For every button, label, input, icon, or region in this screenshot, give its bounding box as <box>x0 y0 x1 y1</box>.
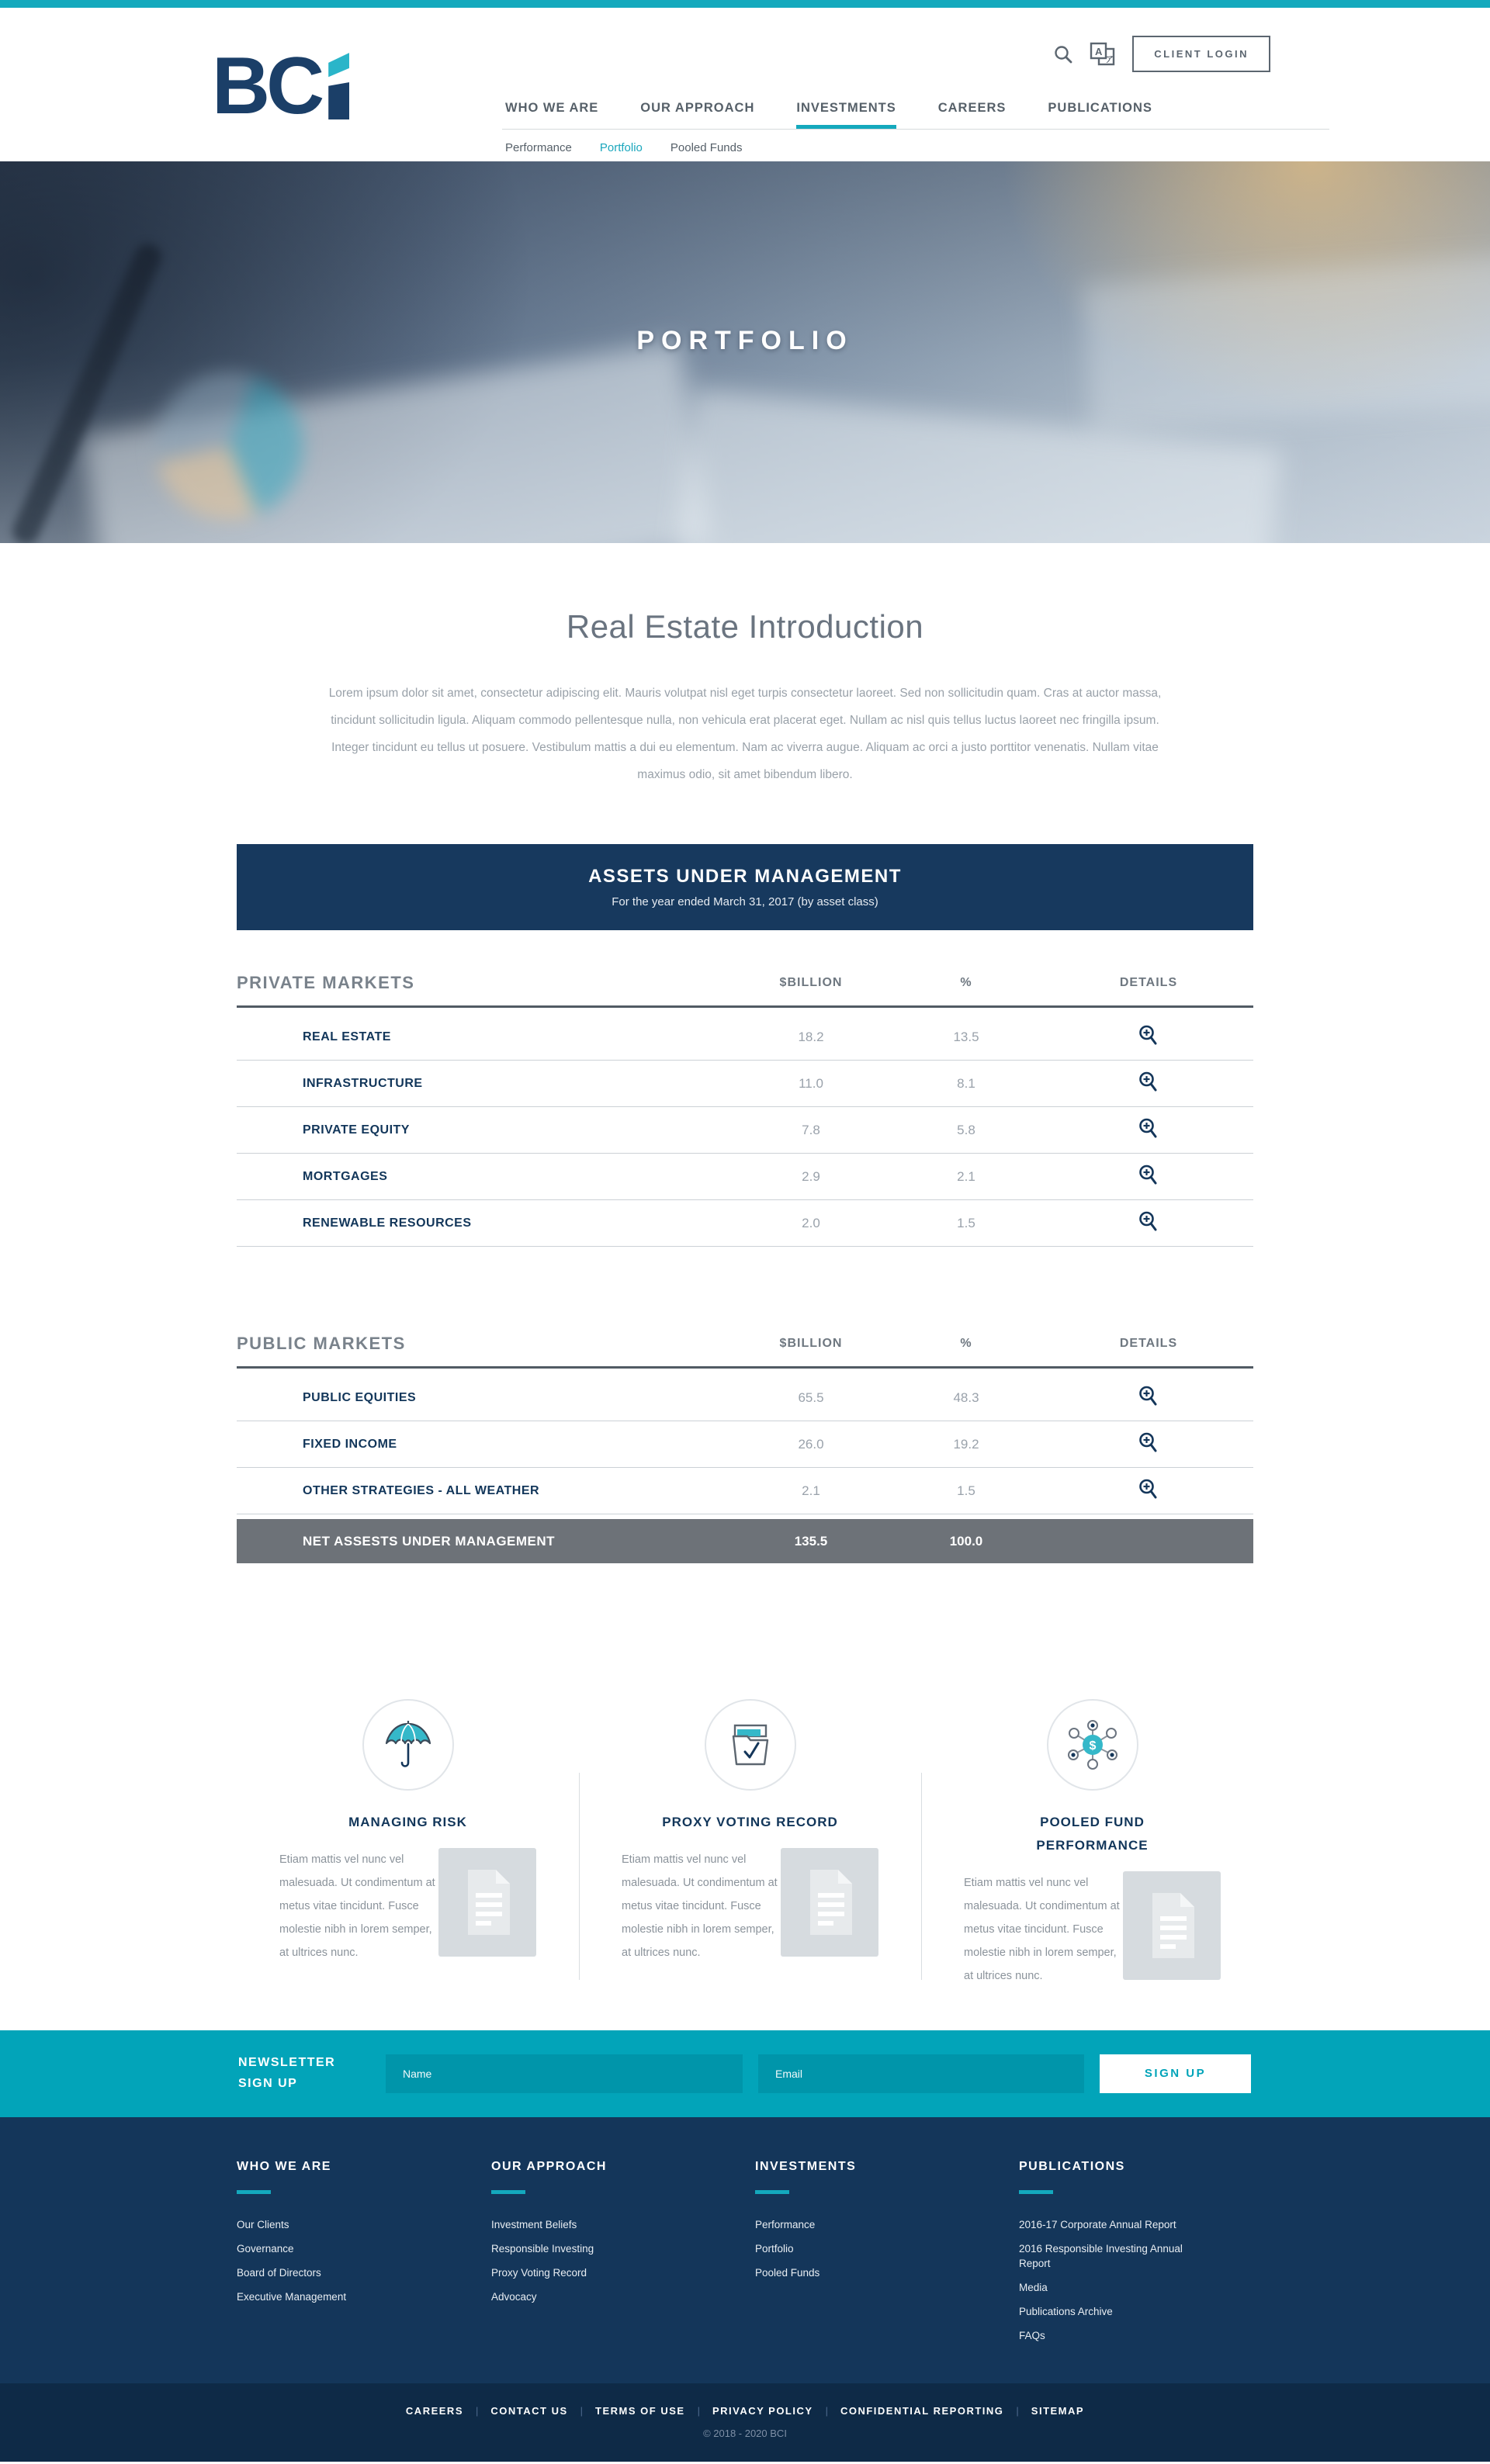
public-markets-table <box>237 1320 1253 1563</box>
footer-link[interactable]: Performance <box>755 2218 816 2230</box>
nav-careers[interactable]: CAREERS <box>937 101 1007 115</box>
svg-text:ア: ア <box>1105 54 1114 64</box>
main-nav <box>505 101 1152 128</box>
net-assets-total-row: NET ASSESTS UNDER MANAGEMENT 135.5 100.0 <box>237 1519 1253 1563</box>
document-thumbnail-icon[interactable] <box>781 1848 878 1960</box>
client-login-button[interactable]: CLIENT LOGIN <box>1132 36 1270 72</box>
bottom-link-confidential-reporting[interactable]: CONFIDENTIAL REPORTING <box>840 2405 1004 2417</box>
footer-link[interactable]: Pooled Funds <box>755 2266 820 2279</box>
footer-link[interactable]: 2016 Responsible Investing Annual Report <box>1019 2242 1183 2269</box>
document-thumbnail-icon[interactable] <box>1123 1871 1221 1984</box>
table-row: FIXED INCOME 26.0 19.2 <box>237 1421 1253 1468</box>
table-row: PRIVATE EQUITY 7.8 5.8 <box>237 1107 1253 1154</box>
document-thumbnail-icon[interactable] <box>438 1848 536 1960</box>
teal-accent-bar <box>237 2190 271 2194</box>
bottom-link-contact-us[interactable]: CONTACT US <box>490 2405 568 2417</box>
footer-link[interactable]: Media <box>1019 2281 1048 2293</box>
column-header-details: DETAILS <box>1119 975 1178 989</box>
bci-logo[interactable] <box>212 40 349 131</box>
public-markets-title: PUBLIC MARKETS <box>237 1333 406 1353</box>
newsletter-signup-bar <box>0 2030 1490 2117</box>
page-title: PORTFOLIO <box>636 326 854 355</box>
feature-title: MANAGING RISK <box>348 1815 467 1829</box>
details-magnifier-icon[interactable] <box>1135 1023 1162 1051</box>
footer-col-who-we-are: WHO WE ARE Our Clients Governance Board of Directors Executive Management <box>237 2160 491 2352</box>
footer-col-investments: INVESTMENTS Performance Portfolio Pooled Funds <box>755 2160 1019 2352</box>
column-header-details: DETAILS <box>1119 1336 1178 1350</box>
details-magnifier-icon[interactable] <box>1135 1162 1162 1191</box>
table-row: PUBLIC EQUITIES 65.5 48.3 <box>237 1375 1253 1421</box>
feature-managing-risk <box>237 1699 579 1988</box>
table-row: OTHER STRATEGIES - ALL WEATHER 2.1 1.5 <box>237 1468 1253 1514</box>
copyright-text: © 2018 - 2020 BCI <box>703 2428 787 2439</box>
feature-title: PROXY VOTING RECORD <box>662 1815 838 1829</box>
footer-link[interactable]: Investment Beliefs <box>491 2218 577 2230</box>
column-header-billion: $BILLION <box>779 975 843 989</box>
footer-link[interactable]: Responsible Investing <box>491 2242 594 2255</box>
private-markets-title: PRIVATE MARKETS <box>237 972 415 992</box>
svg-text:A: A <box>1095 45 1103 57</box>
nav-investments[interactable]: INVESTMENTS <box>796 101 896 128</box>
footer-col-our-approach: OUR APPROACH Investment Beliefs Responsible Investing Proxy Voting Record Advocacy <box>491 2160 755 2352</box>
teal-accent-bar <box>491 2190 525 2194</box>
feature-pooled-fund <box>921 1699 1263 1988</box>
logo-i-glyph <box>328 53 349 119</box>
footer-link[interactable]: Executive Management <box>237 2290 347 2303</box>
details-magnifier-icon[interactable] <box>1135 1069 1162 1098</box>
feature-title: POOLED FUND PERFORMANCE <box>1036 1815 1149 1853</box>
table-row: MORTGAGES 2.9 2.1 <box>237 1154 1253 1200</box>
teal-accent-bar <box>755 2190 789 2194</box>
footer-link[interactable]: Portfolio <box>755 2242 794 2255</box>
details-magnifier-icon[interactable] <box>1135 1116 1162 1144</box>
footer-link[interactable]: Proxy Voting Record <box>491 2266 587 2279</box>
bottom-bar: CAREERS | CONTACT US | TERMS OF USE | PRIVACY POLICY | CONFIDENTIAL REPORTING | SITEMAP © 2018 - 2020 BCI <box>0 2383 1490 2462</box>
newsletter-email-input[interactable] <box>758 2054 1084 2093</box>
intro-section <box>0 543 1490 844</box>
nav-divider <box>502 129 1329 130</box>
private-markets-table <box>237 960 1253 1247</box>
site-footer <box>0 2117 1490 2383</box>
footer-link[interactable]: 2016-17 Corporate Annual Report <box>1019 2218 1176 2230</box>
feature-text: Etiam mattis vel nunc vel malesuada. Ut condimentum at metus vitae tincidunt. Fusce molestie nibh in lorem semper, at ultrices nunc. <box>622 1853 778 1959</box>
subnav-portfolio[interactable]: Portfolio <box>599 141 643 154</box>
header-utility <box>1053 36 1270 72</box>
aum-banner-title: ASSETS UNDER MANAGEMENT <box>588 866 902 887</box>
hero-banner <box>0 161 1490 543</box>
footer-link[interactable]: Advocacy <box>491 2290 537 2303</box>
nav-who-we-are[interactable]: WHO WE ARE <box>505 101 599 115</box>
footer-link[interactable]: Governance <box>237 2242 294 2255</box>
bottom-link-careers[interactable]: CAREERS <box>405 2405 463 2417</box>
teal-accent-bar <box>1019 2190 1053 2194</box>
feature-proxy-voting <box>579 1699 921 1988</box>
subnav-performance[interactable]: Performance <box>505 141 572 154</box>
search-icon[interactable] <box>1053 44 1073 64</box>
table-row: REAL ESTATE 18.2 13.5 <box>237 1014 1253 1061</box>
nav-our-approach[interactable]: OUR APPROACH <box>640 101 755 115</box>
feature-text: Etiam mattis vel nunc vel malesuada. Ut condimentum at metus vitae tincidunt. Fusce molestie nibh in lorem semper, at ultrices nunc. <box>279 1853 435 1959</box>
top-accent-bar <box>0 0 1490 8</box>
feature-text: Etiam mattis vel nunc vel malesuada. Ut condimentum at metus vitae tincidunt. Fusce molestie nibh in lorem semper, at ultrices nunc. <box>964 1876 1120 1982</box>
site-header <box>0 8 1490 161</box>
intro-body: Lorem ipsum dolor sit amet, consectetur adipiscing elit. Mauris volutpat nisl eget turpis consectetur laoreet. Sed non sollicitudin quam. Cras at auctor massa, tincidunt sollicitudin ligula. Aliquam commodo pellentesque nulla, non vehicula erat placerat eget. Nullam ac nisl quis tellus luctus laoreet nec fringilla ipsum. Integer tincidunt eu tellus ut posuere. Vestibulum mattis a dui eu elementum. Nam ac viverra augue. Aliquam ac orci a justo porttitor venenatis. Nullam vitae maximus odio, sit amet bibendum libero. <box>328 687 1162 781</box>
details-magnifier-icon[interactable] <box>1135 1430 1162 1459</box>
bottom-link-sitemap[interactable]: SITEMAP <box>1031 2405 1085 2417</box>
folder-check-icon <box>705 1699 796 1791</box>
details-magnifier-icon[interactable] <box>1135 1383 1162 1412</box>
column-header-billion: $BILLION <box>779 1336 843 1350</box>
aum-tables <box>237 930 1253 1563</box>
umbrella-icon <box>362 1699 454 1791</box>
subnav-pooled-funds[interactable]: Pooled Funds <box>670 141 743 154</box>
fund-network-icon <box>1047 1699 1138 1791</box>
svg-text:$: $ <box>1089 1739 1096 1753</box>
bottom-link-terms[interactable]: TERMS OF USE <box>595 2405 685 2417</box>
footer-link[interactable]: Our Clients <box>237 2218 289 2230</box>
aum-banner-subtitle: For the year ended March 31, 2017 (by asset class) <box>612 895 878 908</box>
bottom-link-privacy[interactable]: PRIVACY POLICY <box>712 2405 813 2417</box>
footer-link[interactable]: Publications Archive <box>1019 2305 1113 2317</box>
footer-link[interactable]: Board of Directors <box>237 2266 321 2279</box>
aum-banner <box>237 844 1253 930</box>
translate-icon[interactable] <box>1089 41 1117 67</box>
column-header-percent: % <box>960 975 972 989</box>
sub-nav <box>505 141 742 154</box>
footer-col-publications: PUBLICATIONS 2016-17 Corporate Annual Report 2016 Responsible Investing Annual Report Media Publications Archive FAQs <box>1019 2160 1253 2352</box>
details-magnifier-icon[interactable] <box>1135 1476 1162 1505</box>
newsletter-name-input[interactable] <box>386 2054 743 2093</box>
intro-title: Real Estate Introduction <box>566 608 924 645</box>
footer-link[interactable]: FAQs <box>1019 2329 1045 2341</box>
table-row: INFRASTRUCTURE 11.0 8.1 <box>237 1061 1253 1107</box>
details-magnifier-icon[interactable] <box>1135 1209 1162 1237</box>
logo-text: BC <box>212 40 321 131</box>
table-row: RENEWABLE RESOURCES 2.0 1.5 <box>237 1200 1253 1247</box>
feature-columns <box>237 1699 1253 1988</box>
nav-publications[interactable]: PUBLICATIONS <box>1048 101 1152 115</box>
column-header-percent: % <box>960 1336 972 1350</box>
newsletter-label: NEWSLETTER SIGN UP <box>238 2056 336 2090</box>
newsletter-signup-button[interactable]: SIGN UP <box>1100 2054 1251 2093</box>
